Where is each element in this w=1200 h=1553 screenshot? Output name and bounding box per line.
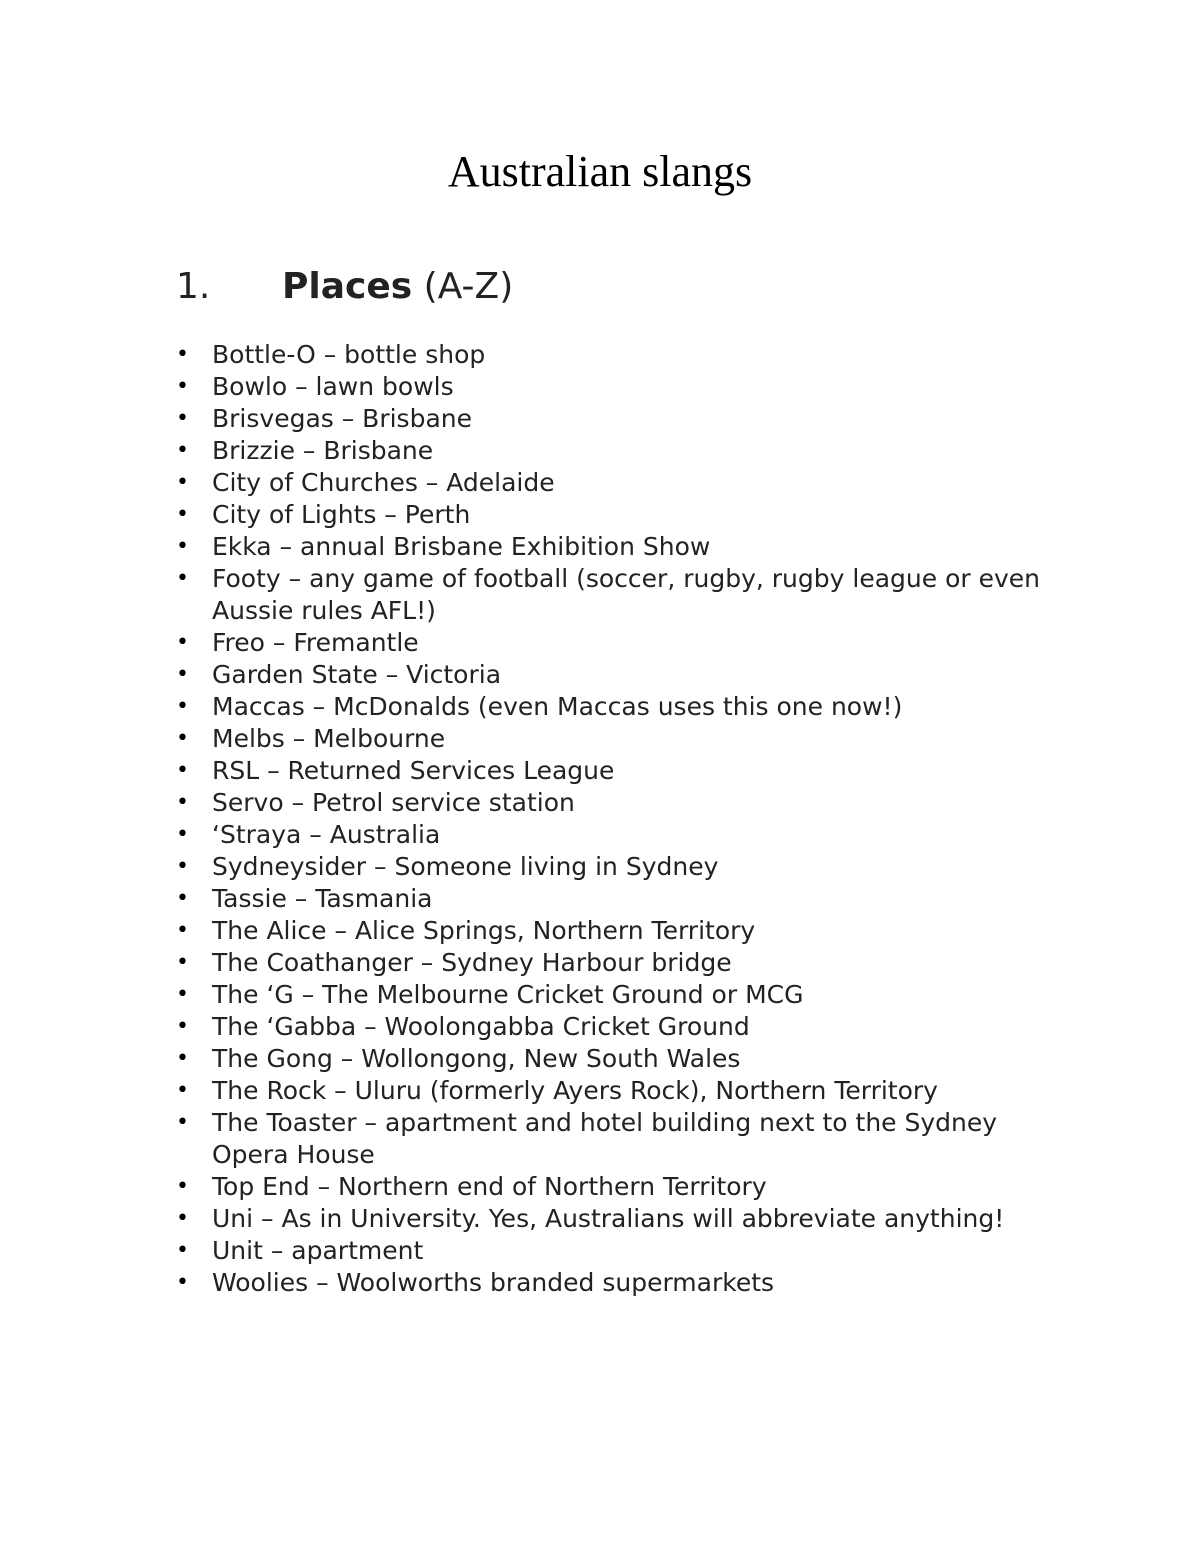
bullet-icon: • — [176, 822, 189, 847]
section-number: 1. — [176, 266, 211, 307]
list-item — [176, 819, 1056, 851]
list-item — [176, 1075, 1056, 1107]
list-item — [176, 787, 1056, 819]
bullet-icon: • — [176, 1078, 189, 1103]
list-item — [176, 851, 1056, 883]
list-item-text: Top End – Northern end of Northern Territory — [212, 1172, 767, 1201]
list-item-text: Footy – any game of football (soccer, rugby, rugby league or even Aussie rules AFL!) — [212, 564, 1040, 625]
bullet-icon: • — [176, 1270, 189, 1295]
bullet-icon: • — [176, 854, 189, 879]
list-item — [176, 627, 1056, 659]
list-item — [176, 563, 1056, 627]
bullet-icon: • — [176, 918, 189, 943]
list-item-text: Maccas – McDonalds (even Maccas uses this one now!) — [212, 692, 903, 721]
list-item-text: Tassie – Tasmania — [212, 884, 433, 913]
list-item — [176, 1043, 1056, 1075]
list-item — [176, 915, 1056, 947]
list-item-text: The Alice – Alice Springs, Northern Territory — [212, 916, 756, 945]
list-item — [176, 883, 1056, 915]
bullet-icon: • — [176, 662, 189, 687]
list-item-text: The Toaster – apartment and hotel building next to the Sydney Opera House — [212, 1108, 998, 1169]
list-item — [176, 1011, 1056, 1043]
list-item — [176, 1107, 1056, 1171]
list-item-text: Freo – Fremantle — [212, 628, 419, 657]
section-heading — [176, 262, 513, 312]
list-item — [176, 531, 1056, 563]
list-item — [176, 435, 1056, 467]
bullet-icon: • — [176, 566, 189, 591]
list-item-text: Ekka – annual Brisbane Exhibition Show — [212, 532, 711, 561]
list-item-text: The ‘G – The Melbourne Cricket Ground or MCG — [212, 980, 804, 1009]
bullet-icon: • — [176, 886, 189, 911]
list-item-text: ‘Straya – Australia — [212, 820, 441, 849]
bullet-icon: • — [176, 502, 189, 527]
bullet-icon: • — [176, 1110, 189, 1135]
list-item — [176, 1235, 1056, 1267]
bullet-icon: • — [176, 1206, 189, 1231]
list-item-text: The Gong – Wollongong, New South Wales — [212, 1044, 741, 1073]
bullet-icon: • — [176, 758, 189, 783]
list-item-text: Unit – apartment — [212, 1236, 424, 1265]
bullet-icon: • — [176, 470, 189, 495]
bullet-icon: • — [176, 1046, 189, 1071]
list-item-text: The ‘Gabba – Woolongabba Cricket Ground — [212, 1012, 750, 1041]
bullet-icon: • — [176, 1014, 189, 1039]
list-item-text: The Rock – Uluru (formerly Ayers Rock), Northern Territory — [212, 1076, 938, 1105]
bullet-icon: • — [176, 790, 189, 815]
list-item-text: Woolies – Woolworths branded supermarkets — [212, 1268, 775, 1297]
list-item-text: City of Lights – Perth — [212, 500, 471, 529]
list-item — [176, 371, 1056, 403]
list-item-text: Brisvegas – Brisbane — [212, 404, 472, 433]
bullet-icon: • — [176, 726, 189, 751]
bullet-icon: • — [176, 374, 189, 399]
bullet-icon: • — [176, 438, 189, 463]
section-qualifier: (A-Z) — [423, 266, 514, 307]
list-item — [176, 947, 1056, 979]
bullet-icon: • — [176, 406, 189, 431]
document-title: Australian slangs — [447, 147, 753, 196]
bullet-icon: • — [176, 982, 189, 1007]
list-item — [176, 979, 1056, 1011]
list-item-text: City of Churches – Adelaide — [212, 468, 555, 497]
list-item — [176, 723, 1056, 755]
list-item-text: Brizzie – Brisbane — [212, 436, 434, 465]
bullet-icon: • — [176, 630, 189, 655]
list-item-text: Garden State – Victoria — [212, 660, 502, 689]
list-item — [176, 499, 1056, 531]
list-item — [176, 755, 1056, 787]
list-item — [176, 467, 1056, 499]
bullet-icon: • — [176, 1174, 189, 1199]
bullet-icon: • — [176, 342, 189, 367]
list-item — [176, 691, 1056, 723]
list-item-text: Servo – Petrol service station — [212, 788, 575, 817]
section-name: Places — [282, 266, 413, 307]
bullet-icon: • — [176, 950, 189, 975]
list-item-text: RSL – Returned Services League — [212, 756, 615, 785]
list-item-text: The Coathanger – Sydney Harbour bridge — [212, 948, 732, 977]
list-item — [176, 1171, 1056, 1203]
list-item — [176, 1203, 1056, 1235]
slang-list — [176, 339, 1056, 1299]
list-item — [176, 659, 1056, 691]
bullet-icon: • — [176, 1238, 189, 1263]
list-item — [176, 403, 1056, 435]
list-item — [176, 1267, 1056, 1299]
list-item-text: Melbs – Melbourne — [212, 724, 446, 753]
list-item — [176, 339, 1056, 371]
list-item-text: Sydneysider – Someone living in Sydney — [212, 852, 719, 881]
list-item-text: Bowlo – lawn bowls — [212, 372, 454, 401]
list-item-text: Bottle-O – bottle shop — [212, 340, 486, 369]
bullet-icon: • — [176, 534, 189, 559]
list-item-text: Uni – As in University. Yes, Australians will abbreviate anything! — [212, 1204, 1005, 1233]
bullet-icon: • — [176, 694, 189, 719]
